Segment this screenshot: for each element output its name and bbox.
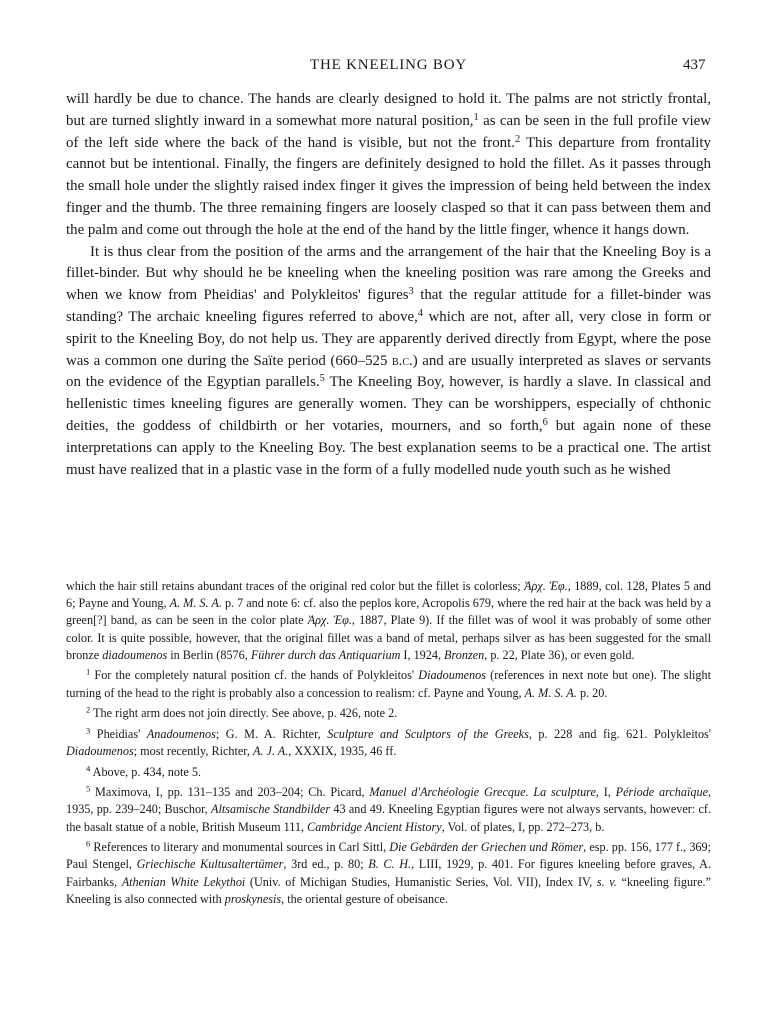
text-run: as can be seen in the full profile view of the left side where the back of the hand is visible, but not the front. [66, 112, 711, 151]
italic-text: Altsamische Standbilder [211, 802, 331, 817]
text-run: , 3rd ed., p. 80; [283, 857, 369, 872]
text-run: , p. 228 and fig. 621. Polykleitos' [528, 726, 711, 741]
italic-text: Ἀρχ. Ἐφ. [307, 613, 352, 628]
italic-text: s. v. [596, 874, 617, 889]
text-run: Above, p. 434, note 5. [90, 764, 201, 779]
footnote [66, 578, 711, 664]
italic-text: A. M. S. A. [524, 685, 577, 700]
text-run: It is thus clear from the position of the arms and the arrangement of the hair that the Kneeling Boy is a fillet-binder. But why should he be kneeling when the kneeling position was rare among the Greeks and when we know from Pheidias' and Polykleitos' figures [66, 243, 711, 304]
footnote-reference: 1 [473, 111, 479, 123]
italic-text: Bronzen [444, 647, 485, 662]
text-run: 43 and 49. Kneeling Egyptian figures were not always servants, however: cf. the basalt statue of a noble, British Museum 111, [66, 802, 711, 834]
text-run: which are not, after all, very close in form or spirit to the Kneeling Boy, do not help us. They are apparently derived directly from Egypt, where the pose was a common one during the Saïte period (660–525 [66, 308, 711, 369]
footnote-reference: 4 [417, 307, 424, 319]
text-run: but again none of these interpretations can apply to the Kneeling Boy. The best explanation seems to be a practical one. The artist must have realized that in a plastic vase in the form of a fully modelled nude youth such as he wished [66, 417, 711, 478]
text-run: Pheidias' [90, 726, 147, 741]
text-run: For the completely natural position cf. the hands of Polykleitos' [90, 668, 419, 683]
footnotes [66, 578, 711, 911]
running-title: THE KNEELING BOY [310, 57, 467, 73]
small-caps-text: b.c. [391, 352, 413, 369]
italic-text: Manuel d'Archéologie Grecque. La sculpture [369, 785, 596, 800]
text-run: , 1887, Plate 9). If the fillet was of wool it was probably of some other color. It is quite possible, however, that the original fillet was a band of metal, perhaps silver as has been suggested for the small bronze [66, 613, 711, 662]
italic-text: Sculpture and Sculptors of the Greeks [327, 726, 529, 741]
italic-text: A. M. S. A. [169, 596, 222, 611]
italic-text: proskynesis [224, 891, 282, 906]
footnote [66, 726, 711, 760]
text-run: that the regular attitude for a fillet-binder was standing? The archaic kneeling figures referred to above, [66, 287, 711, 325]
footnote-reference: 3 [408, 285, 414, 297]
text-run: ; G. M. A. Richter, [215, 726, 328, 741]
text-run: p. 7 and note 6: cf. also the peplos kore, Acropolis 679, where the red hair at the back was held by a green[?] band, as can be seen in the color plate [66, 596, 712, 628]
footnote-marker: 1 [86, 667, 91, 678]
italic-text: Période archaïque [615, 785, 708, 800]
italic-text: diadoumenos [102, 647, 168, 662]
footnote [66, 839, 711, 908]
footnote [66, 784, 711, 836]
italic-text: Athenian White Lekythoi [121, 874, 246, 889]
body-paragraph [66, 242, 711, 482]
italic-text: Diadoumenos [66, 744, 134, 758]
text-run: , XXXIX, 1935, 46 ff. [288, 744, 397, 758]
text-run: , esp. pp. 156, 177 f., 369; Paul Stengel, [66, 840, 711, 872]
italic-text: Anadoumenos [146, 726, 216, 741]
text-run: References to literary and monumental sources in Carl Sittl, [90, 840, 390, 855]
page-number: 437 [683, 57, 706, 73]
text-run: , I, [595, 785, 616, 800]
text-run: The Kneeling Boy, however, is hardly a slave. In classical and hellenistic times kneeling figures are generally women. They can be worshippers, especially of chthonic deities, the goddess of childbirth or her votaries, mourners, and so forth, [66, 374, 711, 434]
text-run: Maximova, I, pp. 131–135 and 203–204; Ch. Picard, [90, 785, 370, 800]
text-run: “kneeling figure.” Kneeling is also connected with [66, 874, 711, 906]
footnote [66, 705, 711, 722]
text-run: , p. 22, Plate 36), or even gold. [484, 647, 635, 662]
italic-text: Diadoumenos [418, 668, 486, 683]
text-run: will hardly be due to chance. The hands are clearly designed to hold it. The palms are not strictly frontal, but are turned slightly inward in a somewhat more natural position, [66, 91, 711, 129]
footnote-marker: 3 [86, 725, 91, 736]
footnote-marker: 4 [86, 763, 91, 774]
text-run: p. 20. [576, 685, 608, 700]
italic-text: Cambridge Ancient History [307, 819, 442, 834]
text-run: (Univ. of Michigan Studies, Humanistic Series, Vol. VII), Index IV, [245, 874, 597, 889]
italic-text: Ἀρχ. Ἐφ. [524, 579, 568, 593]
text-run: in Berlin (8576, [167, 647, 251, 662]
italic-text: B. C. H. [368, 857, 412, 872]
footnote-marker: 5 [86, 783, 91, 794]
text-run: , the oriental gesture of obeisance. [281, 891, 449, 906]
footnote-reference: 6 [542, 416, 548, 428]
italic-text: A. J. A. [252, 744, 289, 758]
text-run: , 1889, col. 128, Plates 5 and 6; Payne and Young, [66, 579, 711, 611]
text-run: This departure from frontality cannot but be intentional. Finally, the fingers are definitely designed to hold the fillet. As it passes through the small hole under the slightly raised index finger it gives the impression of being held between the index finger and the thumb. The three remaining fingers are loosely clasped so that it can pass between them and the palm and come out through the hole at the end of the hand by the little finger, whence it hangs down. [66, 134, 712, 238]
text-run: The right arm does not join directly. See above, p. 426, note 2. [90, 706, 398, 721]
italic-text: Griechische Kultusaltertümer [136, 857, 284, 872]
text-run: , LIII, 1929, p. 401. For figures kneeling before graves, A. Fairbanks, [66, 857, 712, 889]
italic-text: Führer durch das Antiquarium [250, 647, 401, 662]
main-text [66, 89, 711, 481]
text-run: , 1935, pp. 239–240; Buschor, [66, 785, 712, 817]
text-run: , Vol. of plates, I, pp. 272–273, b. [441, 819, 605, 834]
text-run: ; most recently, Richter, [133, 744, 253, 758]
text-run: which the hair still retains abundant traces of the original red color but the fillet is colorless; [66, 579, 525, 593]
footnote [66, 667, 711, 701]
italic-text: Die Gebärden der Griechen und Römer [389, 840, 584, 855]
footnote-marker: 6 [86, 838, 91, 849]
footnote-marker: 2 [86, 704, 91, 715]
text-run: ) and are usually interpreted as slaves or servants on the evidence of the Egyptian parallels. [66, 352, 712, 391]
text-run: (references in next note but one). The slight turning of the head to the right is probably also a concession to realism: cf. Payne and Young, [66, 668, 712, 700]
footnote [66, 764, 711, 781]
body-paragraph [66, 89, 711, 242]
footnote-reference: 5 [319, 373, 325, 385]
footnote-reference: 2 [515, 133, 521, 145]
text-run: I, 1924, [400, 647, 445, 662]
